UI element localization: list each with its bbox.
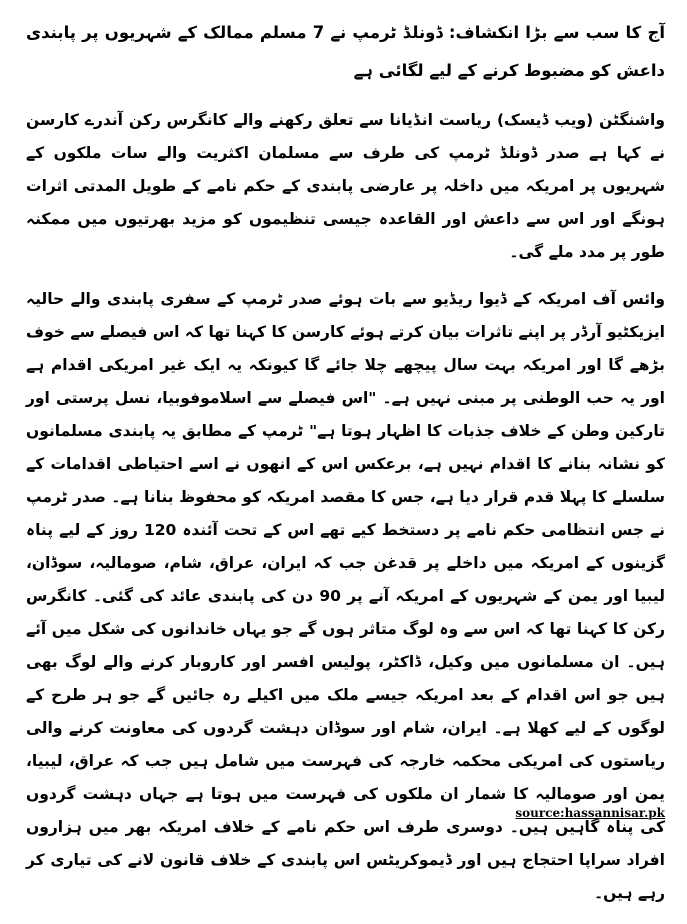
article xyxy=(26,14,665,924)
article-paragraph-intro: واشنگٹن (ویب ڈیسک) ریاست انڈیانا سے تعلق رکھنے والے کانگرس رکن آندرے کارسن نے کہا ہے صدر ڈونلڈ ٹرمپ کی طرف سے مسلمان اکثریت والے سات ملکوں کے شہریوں پر امریکہ میں داخلہ پر عارضی پابندی کے حکم نامے کے طویل المدتی اثرات ہونگے اور اس سے داعش اور القاعدہ جیسی تنظیموں کو مزید بھرتیوں میں ممکنہ طور پر مدد ملے گی۔ xyxy=(26,111,665,261)
source-credit: source:hassannisar.pk xyxy=(515,806,665,820)
article-headline: آج کا سب سے بڑا انکشاف: ڈونلڈ ٹرمپ نے 7 مسلم ممالک کے شہریوں پر پابندی داعش کو مضبوط کرنے کے لیے لگائی ہے xyxy=(26,23,665,80)
article-paragraph-body: وائس آف امریکہ کے ڈیوا ریڈیو سے بات ہوئے صدر ٹرمپ کے سفری پابندی والے حالیہ ایزیکٹیو آرڈر پر اپنے تاثرات بیان کرتے ہوئے کارسن کا کہنا تھا کہ اس فیصلے سے خوف بڑھے گا اور امریکہ بہت سال پیچھے چلا جائے گا کیونکہ یہ ایک غیر امریکی اقدام ہے اور یہ حب الوطنی پر مبنی نہیں ہے۔ "اس فیصلے سے اسلاموفوبیا، نسل پرستی اور تارکین وطن کے خلاف جذبات کا اظہار ہوتا ہے" ٹرمپ کے مطابق یہ پابندی مسلمانوں کو نشانہ بنانے کا اقدام نہیں ہے، برعکس اس کے انھوں نے اسے احتیاطی اقدامات کے سلسلے کا پہلا قدم قرار دیا ہے، جس کا مقصد امریکہ کو محفوظ بنانا ہے۔ صدر ٹرمپ نے جس انتظامی حکم نامے پر دستخط کیے تھے اس کے تحت آئندہ 120 روز کے لیے پناہ گزینوں کے امریکہ میں داخلے پر قدغن جب کہ ایران، عراق، شام، صومالیہ، سوڈان، لیبیا اور یمن کے شہریوں کے امریکہ آنے پر 90 دن کی پابندی عائد کی گئی۔ کانگرس رکن کا کہنا تھا کہ اس سے وہ لوگ متاثر ہوں گے جو یہاں خاندانوں کی شکل میں آئے ہیں۔ ان مسلمانوں میں وکیل، ڈاکٹر، پولیس افسر اور کاروبار کرنے والے لوگ بھی ہیں جو اس اقدام کے بعد امریکہ جیسے ملک میں اکیلے رہ جائیں گے جو ہر طرح کے لوگوں کے لیے کھلا ہے۔ ایران، شام اور سوڈان دہشت گردوں کی معاونت کرنے والی ریاستوں کی امریکی محکمہ خارجہ کی فہرست میں شامل ہیں جب کہ عراق، لیبیا، یمن اور صومالیہ کا شمار ان ملکوں کی فہرست میں ہوتا ہے جہاں دہشت گردوں کی پناہ گاہیں ہیں۔ دوسری طرف اس حکم نامے کے خلاف امریکہ بھر میں ہزاروں افراد سراپا احتجاج ہیں اور ڈیموکریٹس اس پابندی کے خلاف قانون لانے کی تیاری کر رہے ہیں۔ xyxy=(26,290,665,902)
